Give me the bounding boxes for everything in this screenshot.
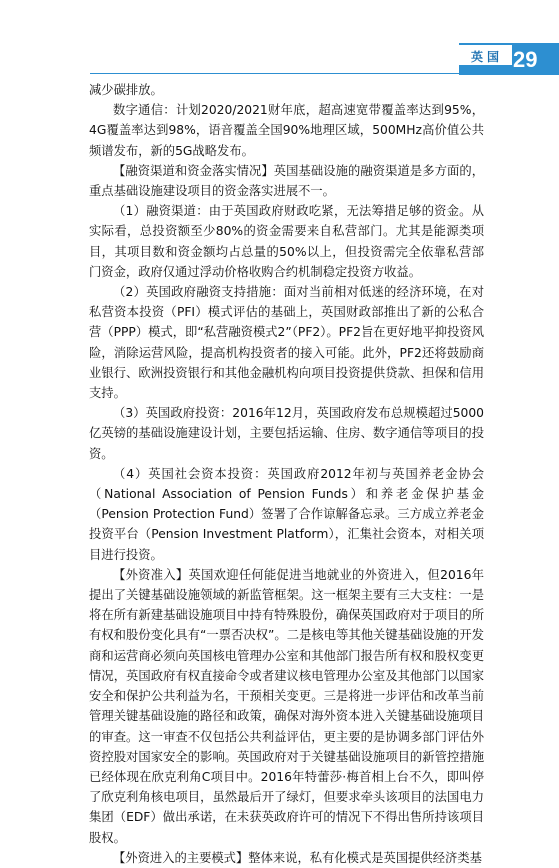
body-text (89, 80, 484, 868)
country-label: 英国 (470, 50, 503, 64)
paragraph: （3）英国政府投资：2016年12月，英国政府发布总规模超过5000亿英镑的基础设施建设计划，主要包括运输、住房、数字通信等项目的投资。 (89, 406, 484, 461)
paragraph: （1）融资渠道：由于英国政府财政吃紧，无法筹措足够的资金。从实际看，总投资额至少80%的资金需要来自私营部门。尤其是能源类项目，其项目数和资金额均占总量的50%以上，但投资需完全依靠私营部门资金，政府仅通过浮动价格收购合约机制稳定投资方收益。 (89, 204, 484, 279)
paragraph: 【外资准入】英国欢迎任何能促进当地就业的外资进入，但2016年提出了关键基础设施领域的新监管框架。这一框架主要有三大支柱：一是将在所有新建基础设施项目中持有特殊股份，确保英国政府对于项目的所有权和股份变化具有“一票否决权”。二是核电等其他关键基础设施的开发商和运营商必须向英国核电管理办公室和其他部门报告所有权和股权变更情况，英国政府有权直接命令或者建议核电管理办公室及其他部门以国家安全和保护公共利益为名，干预相关变更。三是将进一步评估和改革当前管理关键基础设施的路径和政策，确保对海外资本进入关键基础设施项目的审查。这一审查不仅包括公共利益评估，更主要的是协调多部门评估外资控股对国家安全的影响。英国政府对于关键基础设施项目的新管控措施已经体现在欣克利角C项目中。2016年特蕾莎·梅首相上台不久，即叫停了欣克利角核电项目，虽然最后开了绿灯，但要求牵头该项目的法国电力集团（EDF）做出承诺，在未获英政府许可的情况下不得出售所持该项目股权。 (89, 567, 484, 845)
paragraph: 【外资进入的主要模式】整体来说，私有化模式是英国提供经济类基 (113, 850, 482, 865)
paragraph: 减少碳排放。 (89, 83, 163, 97)
page-number: 29 (513, 47, 538, 72)
header-rule (90, 73, 559, 74)
paragraph: 数字通信：计划2020/2021财年底，超高速宽带覆盖率达到95%，4G覆盖率达到98%，语音覆盖全国90%地理区域，500MHz高价值公共频谱发布，新的5G战略发布。 (89, 103, 484, 158)
paragraph: （2）英国政府融资支持措施：面对当前相对低迷的经济环境，在对私营资本投资（PFI）模式评估的基础上，英国财政部推出了新的公私合营（PPP）模式，即“私营融资模式2”（PF2）。PF2旨在更好地平抑投资风险，消除运营风险，提高机构投资者的接入可能。此外，PF2还将鼓励商业银行、欧洲投资银行和其他金融机构向项目投资提供贷款、担保和信用支持。 (89, 285, 484, 401)
paragraph: （4）英国社会资本投资：英国政府2012年初与英国养老金协会（National Association of Pension Funds）和养老金保护基金（Pension Protection Fund）签署了合作谅解备忘录。三方成立养老金投资平台（Pension Investment Platform），汇集社会资本，对相关项目进行投资。 (89, 466, 484, 562)
paragraph: 【融资渠道和资金落实情况】英国基础设施的融资渠道是多方面的，重点基础设施建设项目的资金落实进展不一。 (89, 163, 484, 199)
